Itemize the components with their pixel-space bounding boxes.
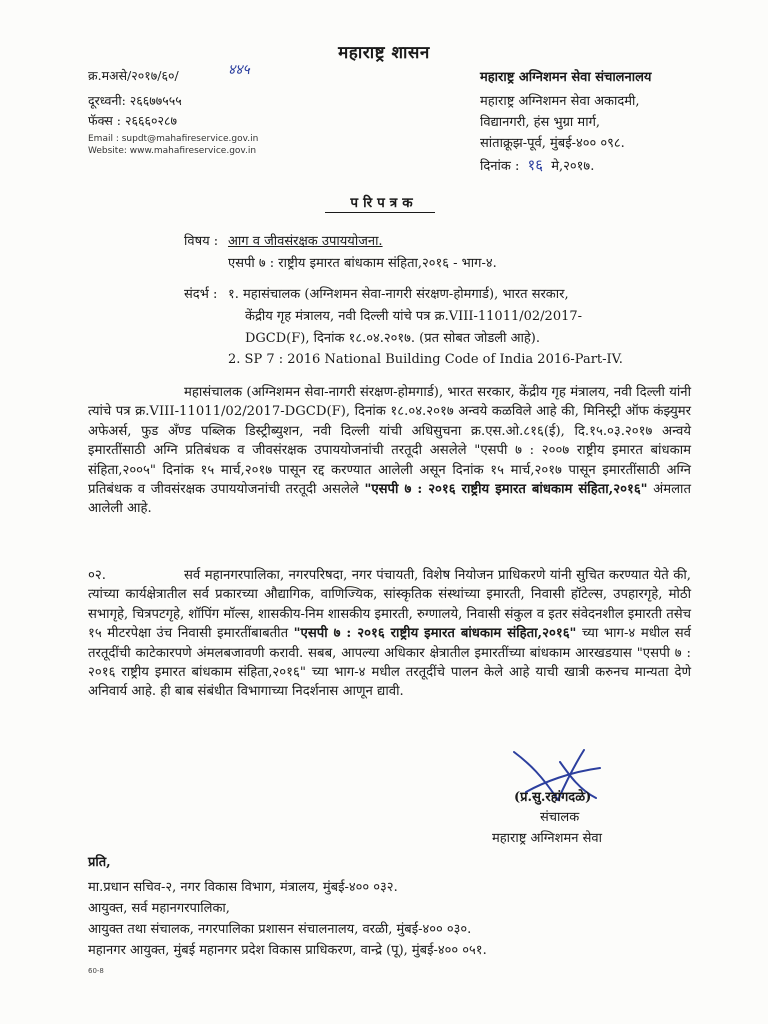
paragraph-1-text: महासंचालक (अग्निशमन सेवा-नागरी संरक्षण-होमगार्ड), भारत सरकार, केंद्रीय गृह मंत्रालय, नवी दिल्ली यांनी त्यांचे पत्र क्र.VIII-11011/02/2017-DGCD(F), दिनांक १८.०४.२०१७ अन्वये कळविले आहे की, मिनिस्ट्री ऑफ कंझ्युमर अफेअर्स, फुड अँण्ड पब्लिक डिस्ट्रीब्युशन, नवी दिल्ली यांची अधिसुचना क्र.एस.ओ.८१६(ई), दि.१५.०३.२०१७ अन्वये इमारतींसाठी अग्नि प्रतिबंधक व जीवसंरक्षक उपाययोजनांची तरतूदी असलेले "एसपी ७ : २००७ राष्ट्रीय इमारत बांधकाम संहिता,२००५" दिनांक १५ मार्च,२०१७ पासून रद्द करण्यात आलेली असून दिनांक १५ मार्च,२०१७ पासून इमारतींसाठी अग्नि प्रतिबंधक व जीवसंरक्षक उपाययोजनांची तरतूदी असलेले: [88, 385, 691, 498]
government-title: महाराष्ट्र शासन: [338, 43, 430, 63]
issue-date: [480, 156, 594, 176]
signatory-office: महाराष्ट्र अग्निशमन सेवा: [492, 831, 602, 846]
subject-label: विषय :: [184, 234, 219, 249]
date-month-year: मे,२०१७.: [551, 159, 595, 174]
reference-item-2: 2. SP 7 : 2016 National Building Code of India 2016-Part-IV.: [228, 352, 623, 367]
body-paragraph-2: [88, 566, 691, 702]
paragraph-1-bold-code: "एसपी ७ : २०१६ राष्ट्रीय इमारत बांधकाम संहिता,२०१६": [364, 482, 648, 498]
office-address-line-2: विद्यानगरी, हंस भुग्रा मार्ग,: [480, 115, 601, 130]
phone-number: दूरध्वनी: २६६७७५५५: [88, 93, 182, 108]
recipient-item: आयुक्त तथा संचालक, नगरपालिका प्रशासन संचालनालय, वरळी, मुंबई-४०० ०३०.: [88, 922, 472, 937]
handwritten-reference-mark: ४४५: [228, 62, 250, 78]
circular-title: परिपत्रक: [350, 195, 418, 211]
subject-line-2: एसपी ७ : राष्ट्रीय इमारत बांधकाम संहिता,२०१६ - भाग-४.: [228, 256, 497, 271]
paragraph-2-number: ०२.: [88, 568, 106, 583]
paragraph-2-bold-code: "एसपी ७ : २०१६ राष्ट्रीय इमारत बांधकाम संहिता,२०१६": [293, 626, 577, 642]
reference-item-1-line-3: DGCD(F), दिनांक १८.०४.२०१७. (प्रत सोबत जोडली आहे).: [245, 331, 540, 346]
body-paragraph-1: [88, 383, 691, 519]
fax-number: फॅक्स : २६६६०२८७: [88, 113, 177, 128]
office-name: महाराष्ट्र अग्निशमन सेवा संचालनालय: [480, 70, 652, 85]
paragraph-1-ending: अंमलात आलेली आहे.: [88, 482, 691, 517]
reference-item-1-line-1: १. महासंचालक (अग्निशमन सेवा-नागरी संरक्षण-होमगार्ड), भारत सरकार,: [228, 287, 569, 302]
footer-code: 60-8: [88, 967, 104, 975]
reference-label: संदर्भ :: [184, 287, 218, 302]
recipient-item: महानगर आयुक्त, मुंबई महानगर प्रदेश विकास प्राधिकरण, वान्द्रे (पू), मुंबई-४०० ०५१.: [88, 943, 487, 958]
signatory-name: (प्र.सु.रहांगदळे): [514, 790, 592, 805]
signatory-designation: संचालक: [540, 810, 580, 825]
office-address-line-1: महाराष्ट्र अग्निशमन सेवा अकादमी,: [480, 94, 640, 109]
email-address: Email : supdt@mahafireservice.gov.in: [88, 134, 259, 144]
handwritten-date-day: १६: [527, 156, 544, 174]
reference-item-1-line-2: केंद्रीय गृह मंत्रालय, नवी दिल्ली यांचे पत्र क्र.VIII-11011/02/2017-: [245, 309, 583, 324]
recipients-label: प्रति,: [88, 855, 111, 870]
date-label: दिनांक :: [480, 159, 520, 174]
subject-line-1: आग व जीवसंरक्षक उपाययोजना.: [228, 234, 383, 249]
paragraph-2-text: सर्व महानगरपालिका, नगरपरिषदा, नगर पंचायती, विशेष नियोजन प्राधिकरणे यांनी सुचित करण्यात येते की, त्यांच्या कार्यक्षेत्रातील सर्व प्रकारच्या औद्यागिक, वाणिज्यिक, सांस्कृतिक संस्थांच्या इमारती, निवासी हॉटेल्स, उपहारगृहे, मोठी सभागृहे, चित्रपटगृहे, शॉपिंग मॉल्स, शासकीय-निम शासकीय इमारती, रुग्णालये, निवासी संकुल व इतर संवेदनशील इमारती तसेच १५ मीटरपेक्षा उंच निवासी इमारतींबाबतीत: [88, 568, 691, 642]
website-address: Website: www.mahafireservice.gov.in: [88, 146, 257, 156]
title-underline: [325, 212, 435, 213]
reference-number: क्र.मअसे/२०१७/६०/: [88, 68, 179, 83]
recipient-item: आयुक्त, सर्व महानगरपालिका,: [88, 901, 230, 916]
recipient-item: मा.प्रधान सचिव-२, नगर विकास विभाग, मंत्रालय, मुंबई-४०० ०३२.: [88, 880, 398, 895]
paragraph-2-ending: च्या भाग-४ मधील सर्व तरतूदींची काटेकारपणे अंमलबजावणी करावी. सबब, आपल्या अधिकार क्षेत्रातील इमारतींच्या बांधकाम आरखडयास "एसपी ७ : २०१६ राष्ट्रीय इमारत बांधकाम संहिता,२०१६" च्या भाग-४ मधील तरतूदींचे पालन केले आहे याची खात्री करुनच मान्यता देणे अनिवार्य आहे. ही बाब संबंधीत विभागाच्या निदर्शनास आणून द्यावी.: [88, 626, 691, 700]
office-address-line-3: सांताक्रूझ-पूर्व, मुंबई-४०० ०९८.: [480, 136, 625, 151]
